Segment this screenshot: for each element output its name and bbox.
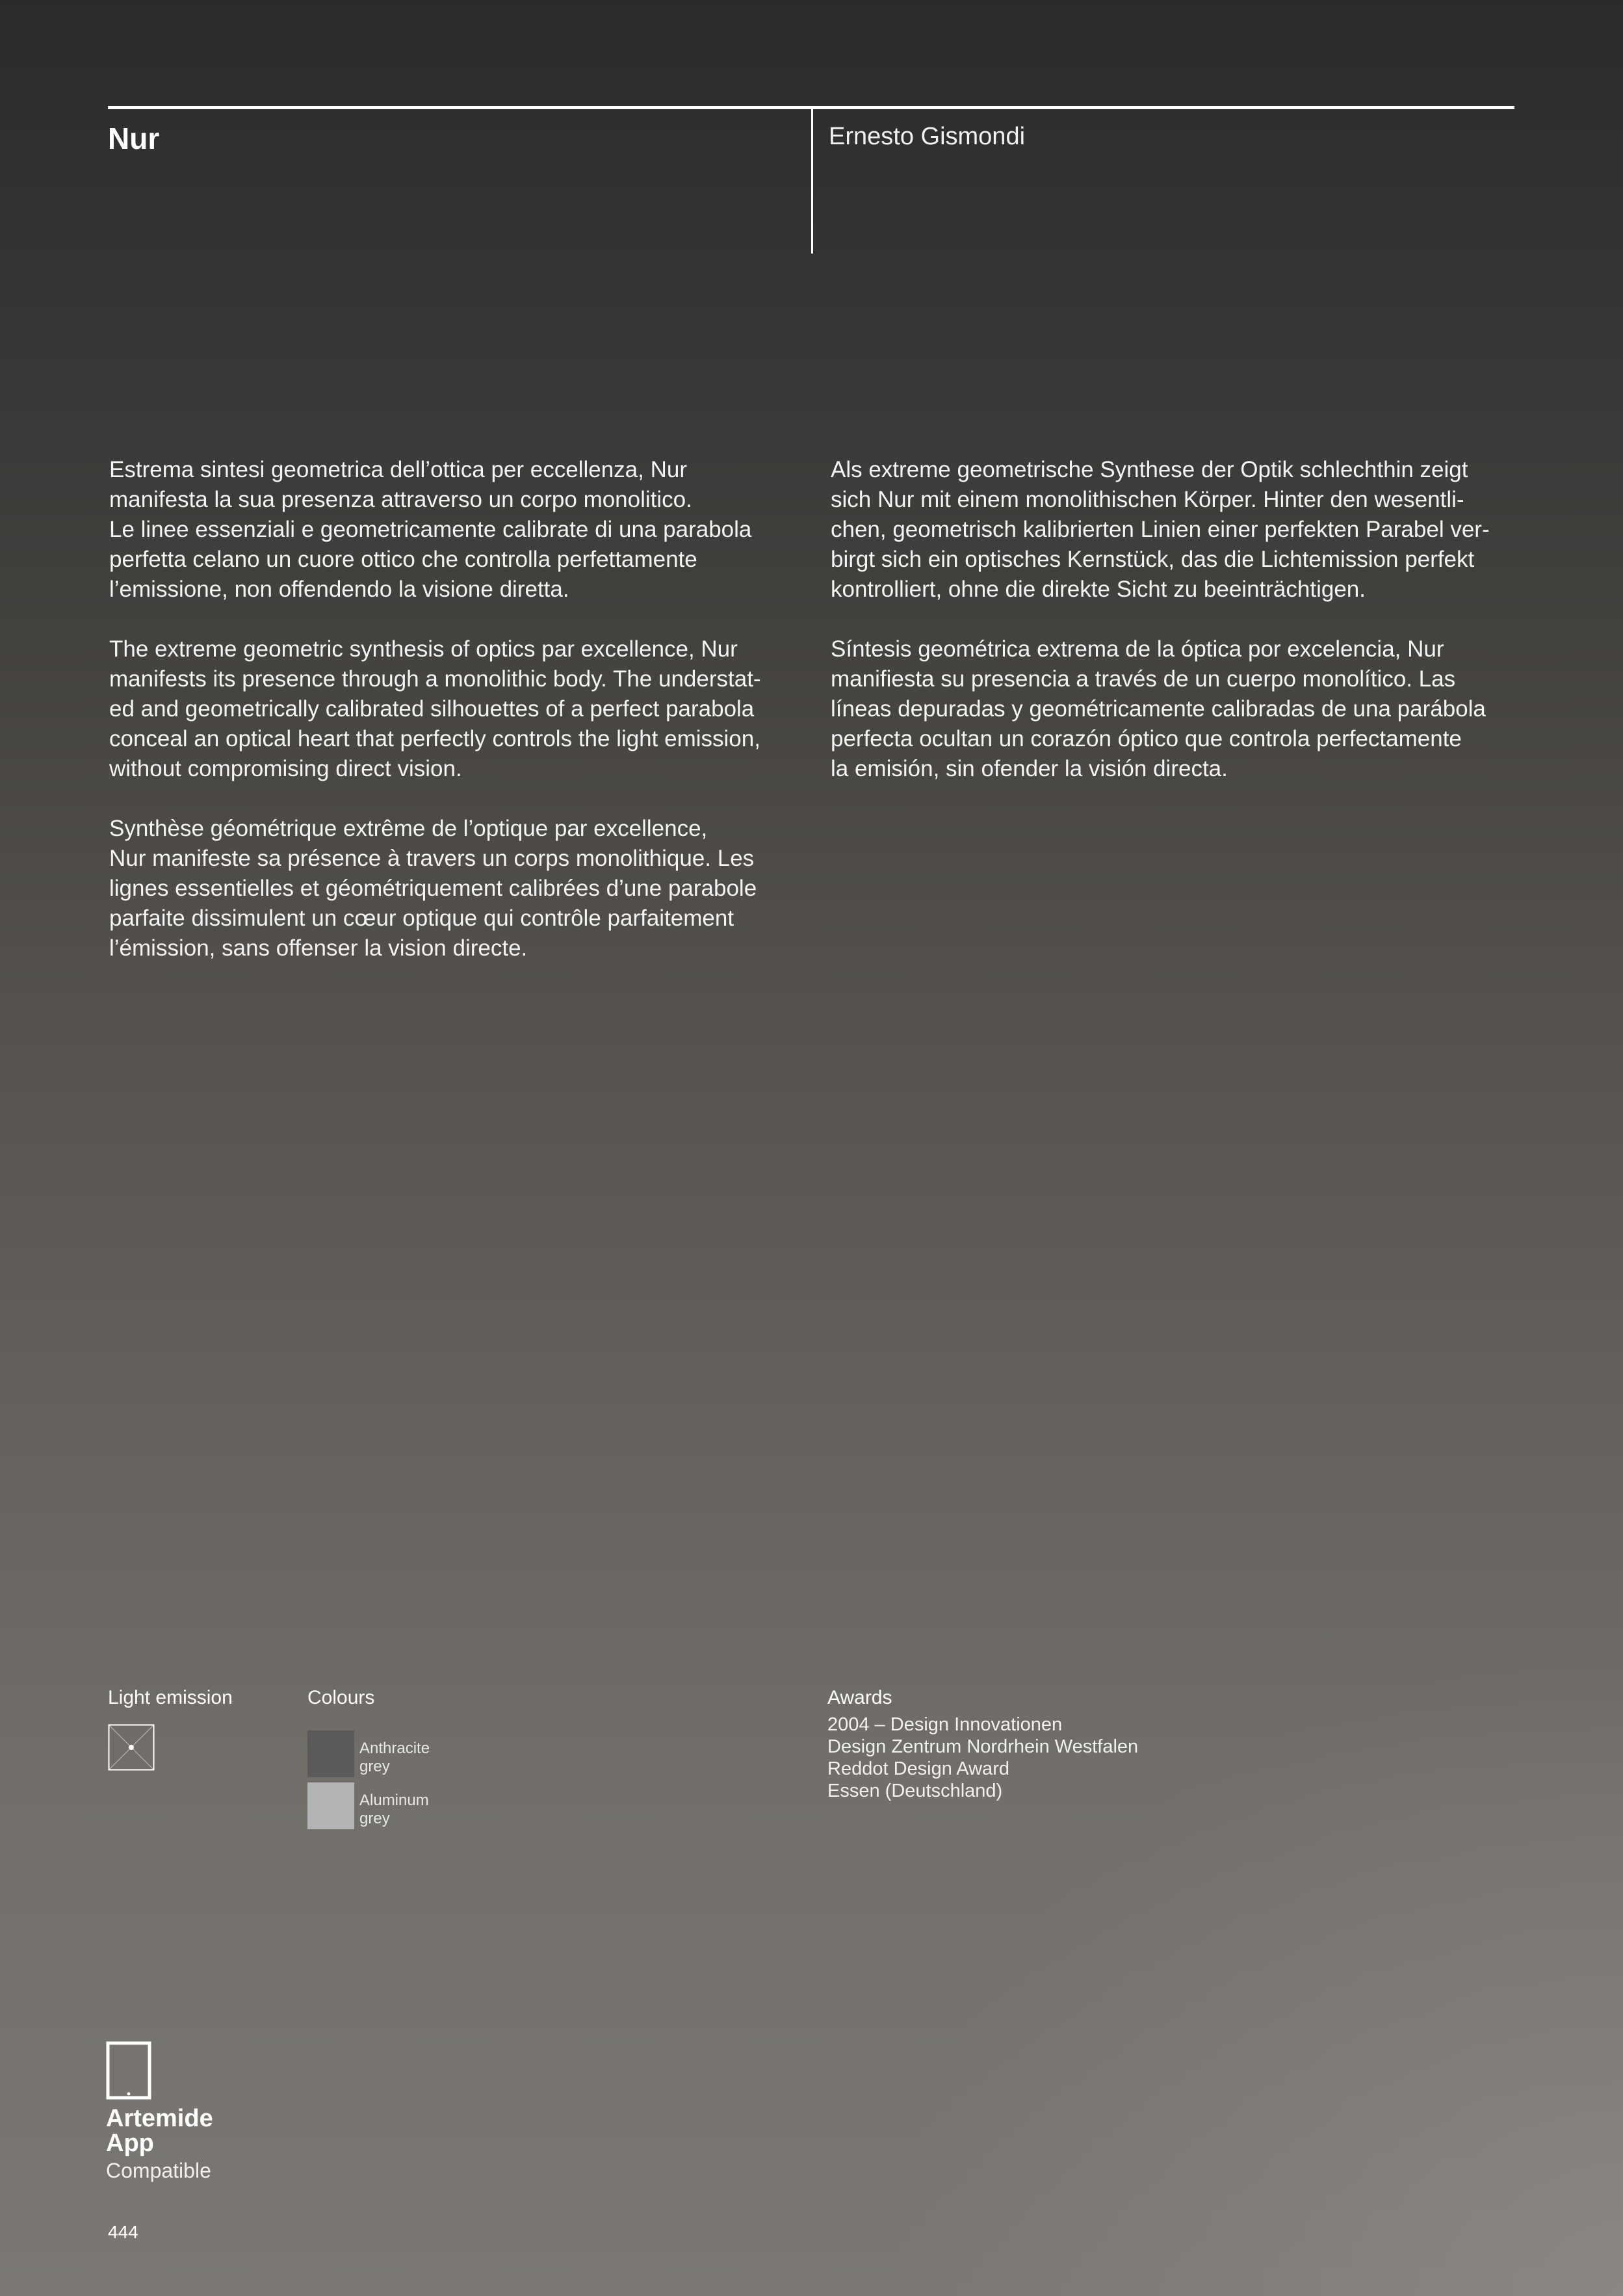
- description-french: Synthèse géométrique extrême de l’optique par excellence, Nur manifeste sa présence à travers un corps monolithique. Les lignes essentielles et géométriquement calibrées d’une parabole parfaite dissimulent un cœur optique qui contrôle parfaitement l’émission, sans offenser la vision directe.: [109, 816, 757, 961]
- app-name: Artemide App: [106, 2105, 213, 2157]
- awards-label: Awards: [827, 1687, 892, 1708]
- description-column-left: [109, 455, 805, 993]
- description-column-right: [831, 455, 1520, 814]
- description-english: The extreme geometric synthesis of optics par excellence, Nur manifests its presence through a monolithic body. The understat- ed and geometrically calibrated silhouettes of a perfect parabola conceal an optical heart that perfectly controls the light emission, without compromising direct vision.: [109, 636, 761, 781]
- colour-name-aluminum: Aluminum grey: [359, 1792, 429, 1827]
- description-italian: Estrema sintesi geometrica dell’ottica per eccellenza, Nur manifesta la sua presenza attraverso un corpo monolitico. Le linee essenziali e geometricamente calibrate di una parabola perfetta celano un cuore ottico che controlla perfettamente l’emissione, non offendendo la visione diretta.: [109, 457, 752, 602]
- app-compatible-label: Compatible: [106, 2159, 211, 2182]
- award-item: Essen (Deutschland): [827, 1781, 1003, 1801]
- designer-name: Ernesto Gismondi: [829, 123, 1026, 150]
- awards-list: [827, 1714, 1138, 1802]
- description-spanish: Síntesis geométrica extrema de la óptica por excelencia, Nur manifiesta su presencia a través de un cuerpo monolítico. Las líneas depuradas y geométricamente calibradas de una parábola perfecta ocultan un corazón óptico que controla perfectamente la emisión, sin ofender la visión directa.: [831, 636, 1486, 781]
- award-item: Reddot Design Award: [827, 1758, 1009, 1779]
- award-item: Design Zentrum Nordrhein Westfalen: [827, 1736, 1139, 1757]
- page-number: 444: [108, 2222, 138, 2242]
- column-divider: [811, 109, 813, 254]
- colour-swatch-anthracite: [307, 1730, 354, 1777]
- award-item: 2004 – Design Innovationen: [827, 1714, 1063, 1735]
- product-title: Nur: [108, 122, 160, 155]
- description-german: Als extreme geometrische Synthese der Optik schlechthin zeigt sich Nur mit einem monolithischen Körper. Hinter den wesentli- chen, geometrisch kalibrierten Linien einer perfekten Parabel ver- birgt sich ein optisches Kernstück, das die Lichtemission perfekt kontrolliert, ohne die direkte Sicht zu beeinträchtigen.: [831, 457, 1490, 602]
- light-emission-label: Light emission: [108, 1687, 233, 1708]
- tablet-icon: [106, 2041, 151, 2100]
- downlight-emission-icon: [108, 1724, 155, 1771]
- colour-swatch-aluminum: [307, 1782, 354, 1829]
- colours-label: Colours: [307, 1687, 375, 1708]
- colour-name-anthracite: Anthracite grey: [359, 1740, 430, 1775]
